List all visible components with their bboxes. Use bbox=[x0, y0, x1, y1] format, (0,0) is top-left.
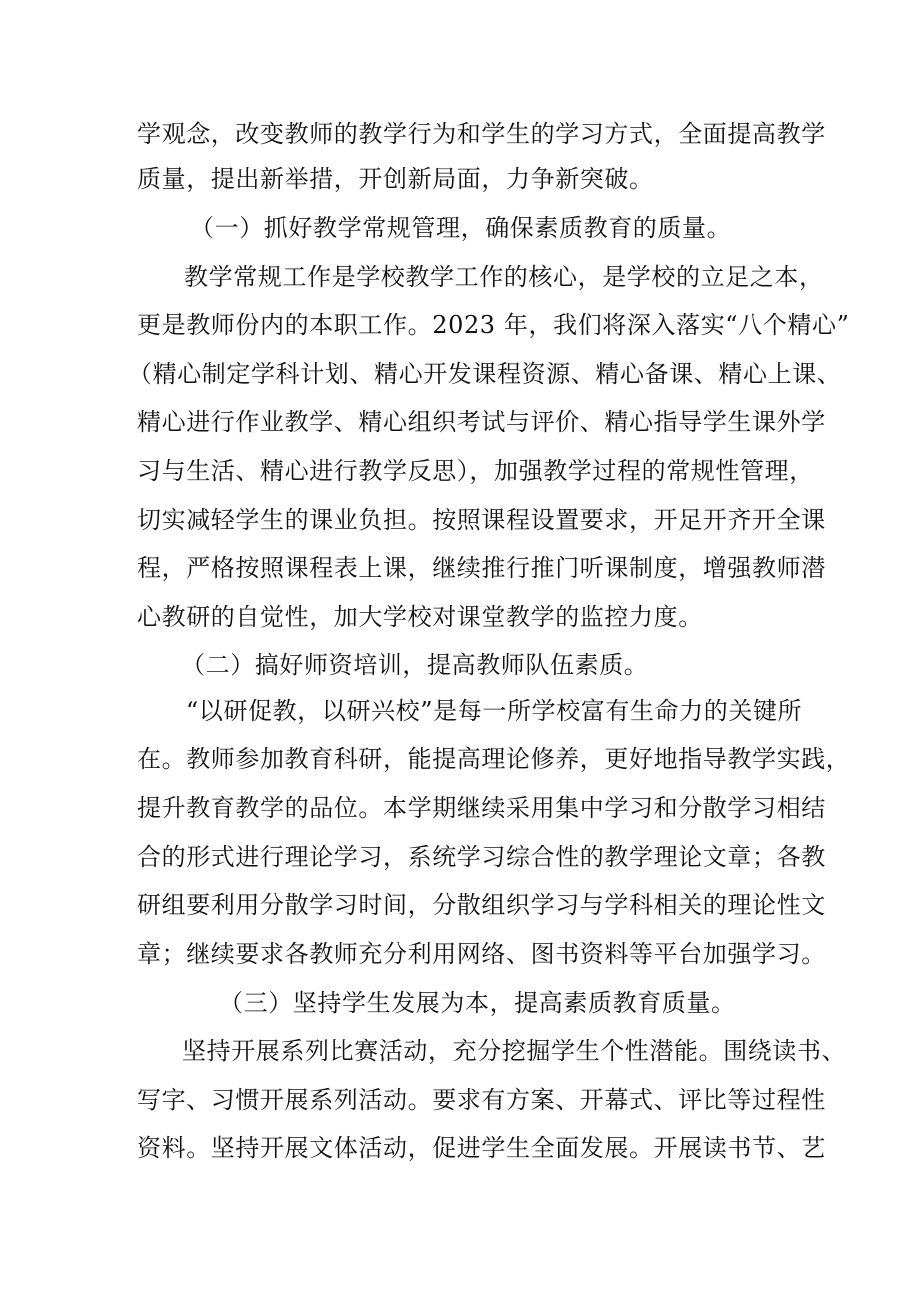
line-text: 坚持开展系列比赛活动，充分挖掘学生个性潜能。围绕读书、 bbox=[182, 1037, 847, 1065]
text-line bbox=[0, 1080, 920, 1120]
line-text: 在。教师参加教育科研，能提高理论修养，更好地指导教学实践， bbox=[137, 745, 851, 773]
section-heading bbox=[0, 645, 920, 685]
text-line bbox=[0, 1031, 920, 1071]
text-line bbox=[0, 114, 920, 154]
line-text: 教学常规工作是学校教学工作的核心，是学校的立足之本， bbox=[184, 263, 824, 291]
text-line bbox=[0, 597, 920, 637]
line-text: 质量，提出新举措，开创新局面，力争新突破。 bbox=[137, 165, 654, 193]
text-line bbox=[0, 451, 920, 491]
line-text: 心教研的自觉性，加大学校对课堂教学的监控力度。 bbox=[137, 603, 703, 631]
text-line bbox=[0, 402, 920, 442]
text-line bbox=[0, 354, 920, 394]
text-line bbox=[0, 788, 920, 828]
text-line bbox=[0, 305, 920, 345]
line-text: “以研促教，以研兴校”是每一所学校富有生命力的关键所 bbox=[186, 697, 803, 725]
line-text: 更是教师份内的本职工作。2023 年，我们将深入落实“八个精心” bbox=[137, 311, 850, 339]
line-text: （一）抓好教学常规管理，确保素质教育的质量。 bbox=[190, 214, 732, 242]
text-line bbox=[0, 934, 920, 974]
text-line bbox=[0, 500, 920, 540]
text-line bbox=[0, 548, 920, 588]
line-text: 研组要利用分散学习时间，分散组织学习与学科相关的理论性文 bbox=[137, 891, 826, 919]
text-line bbox=[0, 159, 920, 199]
line-text: （精心制定学科计划、精心开发课程资源、精心备课、精心上课、 bbox=[128, 360, 842, 388]
line-text: 写字、习惯开展系列活动。要求有方案、开幕式、评比等过程性 bbox=[137, 1086, 826, 1114]
text-line bbox=[0, 739, 920, 779]
line-text: 合的形式进行理论学习，系统学习综合性的教学理论文章；各教 bbox=[137, 843, 826, 871]
line-text: 程，严格按照课程表上课，继续推行推门听课制度，增强教师潜 bbox=[137, 554, 826, 582]
line-text: 提升教育教学的品位。本学期继续采用集中学习和分散学习相结 bbox=[137, 794, 826, 822]
line-text: 资料。坚持开展文体活动，促进学生全面发展。开展读书节、艺 bbox=[137, 1134, 826, 1162]
text-line bbox=[0, 691, 920, 731]
line-text: 学观念，改变教师的教学行为和学生的学习方式，全面提高教学 bbox=[137, 120, 826, 148]
text-line bbox=[0, 837, 920, 877]
line-text: 习与生活、精心进行教学反思），加强教学过程的常规性管理， bbox=[137, 457, 814, 485]
line-text: 切实减轻学生的课业负担。按照课程设置要求，开足开齐开全课 bbox=[137, 506, 826, 534]
line-text: 章；继续要求各教师充分利用网络、图书资料等平台加强学习。 bbox=[137, 940, 826, 968]
line-text: （二）搞好师资培训，提高教师队伍素质。 bbox=[181, 651, 649, 679]
line-text: 精心进行作业教学、精心组织考试与评价、精心指导学生课外学 bbox=[137, 408, 826, 436]
section-heading bbox=[0, 983, 920, 1023]
text-line bbox=[0, 885, 920, 925]
section-heading bbox=[0, 208, 920, 248]
text-line bbox=[0, 1128, 920, 1168]
line-text: （三）坚持学生发展为本，提高素质教育质量。 bbox=[219, 989, 736, 1017]
text-line bbox=[0, 257, 920, 297]
